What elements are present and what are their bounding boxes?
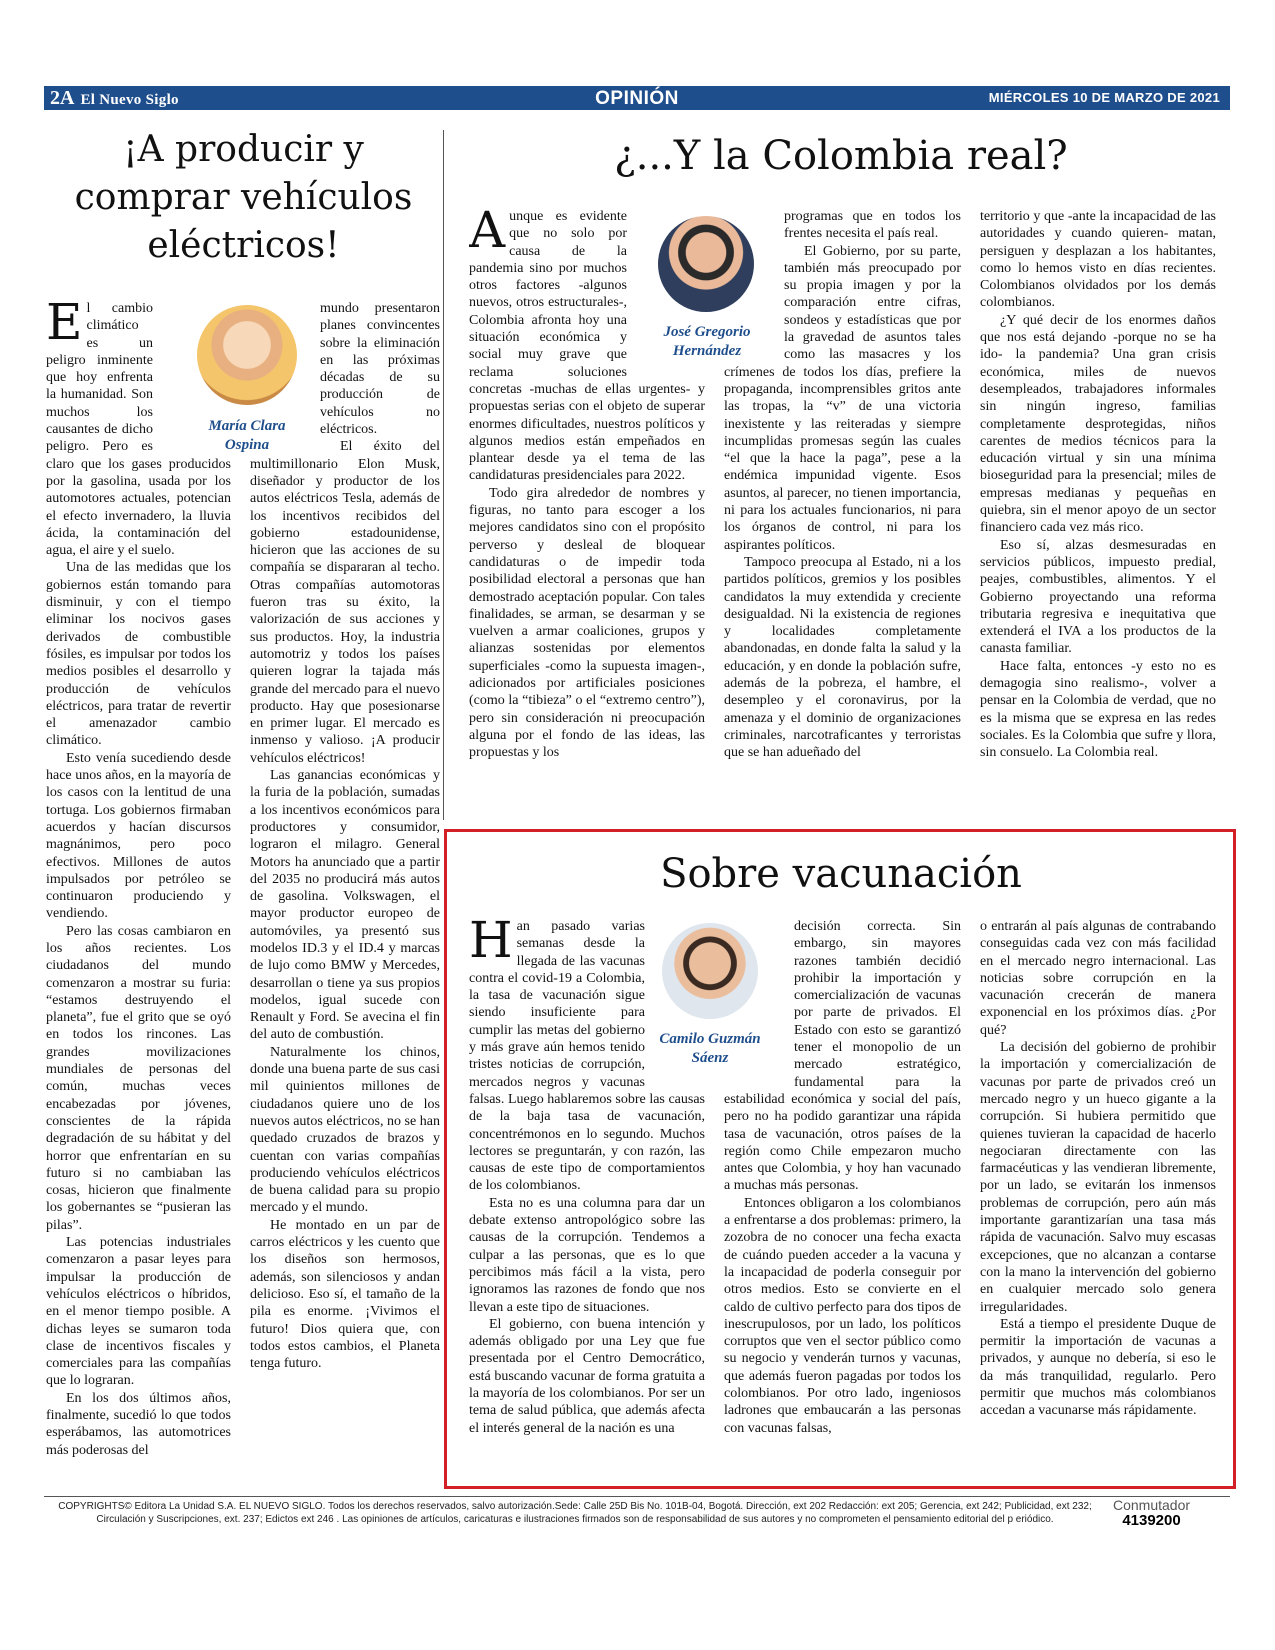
article-3-col3 [980,918,1216,1478]
article-2-col3 [980,208,1216,808]
dropcap: A [469,208,506,259]
paragraph: El gobierno, con buena intención y además obligado por una Ley que fue presentada por el Centro Democrático, está buscando vacunar de forma gratuita a la mayoría de los colombianos. Por ser un tema de salud pública, que además afecta el interés general de la nación es una [469,1316,705,1436]
article-1-col1 [46,300,231,1485]
paragraph: Aunque es evidente que no solo por causa de la pandemia sino por muchos otros factores -algunos nuevos, otros estructurales-, Colombia afronta hoy una situación económica y social muy grave que reclama soluciones concretas -muchas de ellas urgentes- y propuestas serias con el objeto de superar enormes dificultades, nuestros políticos y algunos medios están empeñados en plantear desde ya el tema de las candidaturas presidenciales para 2022. [469,208,705,484]
paragraph: decisión correcta. Sin embargo, sin mayores razones también decidió prohibir la importación y comercialización de vacunas por parte de privados. El Estado con esto se garantizó tener el monopolio de un mercado estratégico, fundamental para la estabilidad económica y social del país, pero no ha podido garantizar una rápida tasa de vacunación, otros países de la región como Chile empezaron mucho antes que Colombia, y hoy han vacunado a muchas más personas. [724,919,961,1194]
masthead: El Nuevo Siglo [80,92,179,108]
article-2-col1 [469,208,705,808]
paragraph: Tampoco preocupa al Estado, ni a los partidos políticos, gremios y los posibles candidatos la muy extendida y creciente desigualdad. Ni la existencia de regiones y localidades completamente abandonadas, en donde falta la salud y la educación, y en donde la población sufre, además de la pobreza, el hambre, el desempleo y el coronavirus, por la amenaza y el dominio de organizaciones criminales, narcotraficantes y terroristas que se han adueñado del [724,554,961,761]
article-3-col1 [469,918,705,1478]
paragraph: El cambio climático es un peligro inminente que hoy enfrenta la humanidad. Son muchos los causantes de dicho peligro. Pero es claro que los gases producidos por la gasolina, usada por los automotores actuales, potencian el efecto invernadero, la lluvia ácida, la contaminación del agua, el aire y el suelo. [46,300,231,559]
paragraph: Han pasado varias semanas desde la llegada de las vacunas contra el covid-19 a Colombia, la tasa de vacunación sigue siendo insuficiente para cumplir las metas del gobierno y más grave aún hemos tenido tristes noticias de corrupción, mercados negros y vacunas falsas. Luego hablaremos sobre las causas de la baja tasa de vacunación, concentrémonos en lo segundo. Muchos lectores se preguntarán, y con razón, las causas de este tipo de comportamientos de los colombianos. [469,918,705,1194]
paragraph: Naturalmente los chinos, donde una buena parte de sus casi mil quinientos millones de ciudadanos quiere uno de los nuevos autos eléctricos, no se han quedado cruzados de brazos y cuentan con varias compañías produciendo vehículos eléctricos de buena calidad para su propio mercado y el mundo. [250,1044,440,1216]
article-1-author: María Clara Ospina [208,418,286,453]
footer-line-2: Circulación y Suscripciones, ext. 237; Edictos ext 246 . Las opiniones de artículos, caricaturas e ilustraciones firmados son de responsabilidad de sus autores y no comprometen el pensamiento editorial del p eriódico. [96,1514,1054,1525]
switchboard-label: Conmutador [1113,1497,1191,1513]
footer-line-1: COPYRIGHTS© Editora La Unidad S.A. EL NUEVO SIGLO. Todos los derechos reservados, salvo autorización.Sede: Calle 25D Bis No. 101B-04, Bogotá. Dirección, ext 202 Redacción: ext 205; Gerencia, ext 242; Publicidad, ext 232; [58,1501,1092,1512]
page-header [44,86,1230,110]
paragraph: En los dos últimos años, finalmente, sucedió lo que todos esperábamos, las automotrices más poderosas del [46,1390,231,1458]
paragraph: Las ganancias económicas y la furia de la población, sumadas a los incentivos económicos para productores y consumidor, lograron el milagro. General Motors ha anunciado que a partir del 2035 no producirá más autos de gasolina. Volkswagen, el mayor productor europeo de automóviles, ya presentó sus modelos ID.3 y el ID.4 y marcas de lujo como BMW y Mercedes, desarrollan o tiene ya sus propios modelos, igual sucede con Renault y Ford. Se avecina el fin del auto de combustión. [250,768,440,1043]
paragraph: El Gobierno, por su parte, también más preocupado por su propia imagen y por la comparación entre cifras, sondeos y estadísticas que por la gravedad de asuntos tales como las masacres y los crímenes de todos los días, prefiere la propaganda, incomprensibles gritos ante las tropas, la “v” de una victoria inexistente y las reiteradas y siempre incumplidas promesas según las cuales “el que la hace la paga”, pese a la endémica impunidad vigente. Esos asuntos, al parecer, no tienen importancia, ni para los actuales funcionarios, ni para los órganos de control, ni para los aspirantes políticos. [724,243,961,553]
page-number: 2A [50,87,75,109]
article-2-title: ¿...Y la Colombia real? [614,133,1068,179]
paragraph: programas que en todos los frentes necesita el país real. [784,209,961,242]
issue-date: MIÉRCOLES 10 DE MARZO DE 2021 [988,90,1220,105]
paragraph: Hace falta, entonces -y esto no es demagogia sino realismo-, volver a pensar en la Colombia de verdad, que no es la misma que se expresa en las redes sociales. Es la Colombia que sufre y llora, sin consuelo. La Colombia real. [980,658,1216,761]
copyright-footer [50,1497,1230,1526]
footer-divider [44,1496,1230,1497]
section-title: OPINIÓN [595,88,679,109]
article-3-author: Camilo Guzmán Sáenz [659,1031,761,1066]
article-1-col2 [250,300,440,1485]
article-3-title: Sobre vacunación [660,851,1022,897]
article-2-col2 [724,208,961,808]
paragraph: territorio y que -ante la incapacidad de las autoridades y cuando quieren- matan, persiguen y desplazan a los habitantes, como lo hemos visto en días recientes. Colombianos olvidados por los demás colombianos. [980,209,1216,311]
paragraph: La decisión del gobierno de prohibir la importación y comercialización de vacunas por parte de privados creó un mercado negro y un hueco gigante a la corrupción. Si hubiera permitido que quienes tuvieran la capacidad de hacerlo negociaran directamente con las farmacéuticas y las vendieran libremente, por un lado, se evitarán los inmensos problemas de corrupción, pero aún más importante garantizarían una tasa más rápida de vacunación. Salvo muy escasas excepciones, que no alcanzan a contarse con la mano la intervención del gobierno en cualquier mercado solo genera irregularidades. [980,1040,1216,1315]
paragraph: Está a tiempo el presidente Duque de permitir la importación de vacunas a privados, y aunque no debería, si eso le da más tranquilidad, regularlo. Pero permitir que muchos más colombianos accedan a vacunarse más rápidamente. [980,1316,1216,1419]
switchboard [1113,1498,1190,1528]
paragraph: ¿Y qué decir de los enormes daños que nos está dejando -porque no se ha ido- la pandemia? Una gran crisis económica, miles de nuevos desempleados, trabajadores informales sin ningún ingreso, familias completamente desprotegidas, niños carentes de medios técnicos para la educación virtual y sin una mínima bioseguridad para la presencial; miles de empresas medianas y pequeñas en quiebra, sin el menor apoyo de un sector financiero cada vez más rico. [980,312,1216,536]
paragraph: El éxito del multimillonario Elon Musk, diseñador y productor de los autos eléctricos Tesla, además de los incentivos recibidos del gobierno estadounidense, hicieron que las acciones de su compañía se dispararan al techo. Otras compañías automotoras fueron tras su éxito, la valorización de sus acciones y sus productos. Hoy, la industria automotriz y todos los países quieren lograr la tajada más grande del mercado para el nuevo producto. Hay que posesionarse en primer lugar. El mercado es inmenso y valioso. ¡A producir vehículos eléctricos! [250,439,440,766]
paragraph: Todo gira alrededor de nombres y figuras, no tanto para escoger a los mejores candidatos sino con el propósito perverso y desleal de bloquear candidaturas o de impedir toda posibilidad electoral a personas que han demostrado aceptación popular. Con tales finalidades, se arman, se desarman y se vuelven a armar coaliciones, grupos y alianzas sostenidas por elementos superficiales -como la supuesta imagen-, adicionados por artificiales posiciones (como la “tibieza” o el “extremo centro”), pero sin consideración ni preocupación alguna por el fondo de las ideas, las propuestas y los [469,485,705,761]
paragraph: Pero las cosas cambiaron en los años recientes. Los ciudadanos del mundo comenzaron a mostrar su furia: “estamos destruyendo el planeta”, fue el grito que se oyó en todos los rincones. Las grandes movilizaciones mundiales de personas del común, muchas veces encabezadas por jóvenes, conscientes de la rápida degradación de su hábitat y del horror que enfrentarían en su futuro si no cambiaban las cosas, hicieron que finalmente los gobernantes se “pusieran las pilas”. [46,923,231,1233]
paragraph: Eso sí, alzas desmesuradas en servicios públicos, impuesto predial, peajes, combustibles, alimentos. Y el Gobierno proyectando una reforma tributaria regresiva e inequitativa que extenderá el IVA a los productos de la canasta familiar. [980,537,1216,657]
paragraph: Una de las medidas que los gobiernos están tomando para disminuir, y con el tiempo eliminar los nocivos gases derivados de combustible fósiles, es impulsar por todos los medios posibles el desarrollo y producción de vehículos eléctricos, para tratar de revertir el amenazador cambio climático. [46,560,231,749]
paragraph: Esta no es una columna para dar un debate extenso antropológico sobre las causas de la corrupción. Tendemos a culpar a las personas, que es lo que percibimos más fácil a la vista, pero ignoramos las razones de fondo que nos llevan a este tipo de situaciones. [469,1195,705,1315]
article-1-title: ¡A producir y comprar vehículos eléctricos! [74,129,413,266]
paragraph: Esto venía sucediendo desde hace unos años, en la mayoría de los casos con la lentitud de una tortuga. Los gobiernos firmaban acuerdos y hacían discursos magnánimos, pero poco efectivos. Millones de autos impulsados por petróleo se continuaron produciendo y vendiendo. [46,750,231,922]
article-3-col2 [724,918,961,1478]
paragraph: Las potencias industriales comenzaron a pasar leyes para impulsar la producción de vehículos eléctricos o híbridos, en el menor tiempo posible. A dichas leyes se sumaron toda clase de incentivos fiscales y comerciales para las compañías que lo lograran. [46,1235,231,1389]
switchboard-number: 4139200 [1122,1512,1181,1529]
dropcap: E [46,300,83,351]
paragraph: Entonces obligaron a los colombianos a enfrentarse a dos problemas: primero, la zozobra de no conocer una fecha exacta de cuándo pueden acceder a la vacuna y la incapacidad de poderla conseguir por otros medios. Esto se convierte en el caldo de cultivo perfecto para dos tipos de inescrupulosos, por un lado, los políticos corruptos que ven el sector público como su negocio y venderán turnos y vacunas, que además fueron pagadas por todos los colombianos. Por otro lado, ingeniosos ladrones que embaucarán a las personas con vacunas falsas, [724,1195,961,1436]
paragraph: o entrarán al país algunas de contrabando conseguidas cada vez con más facilidad en el mercado negro internacional. Las noticias sobre corrupción en la vacunación crecerán de manera exponencial en los próximos días. ¿Por qué? [980,919,1216,1038]
paragraph: He montado en un par de carros eléctricos y les cuento que los diseños son hermosos, además, son silenciosos y andan delicioso. Eso sí, el tamaño de la pila es enorme. ¡Vivimos el futuro! Dios quiera que, con todos estos cambios, el Planeta tenga futuro. [250,1217,440,1372]
column-divider [443,130,444,820]
paragraph: mundo presentaron planes convincentes sobre la eliminación en las próximas décadas de su producción de vehículos no eléctricos. [320,301,440,438]
article-2-author: José Gregorio Hernández [663,324,751,359]
dropcap: H [469,918,513,969]
